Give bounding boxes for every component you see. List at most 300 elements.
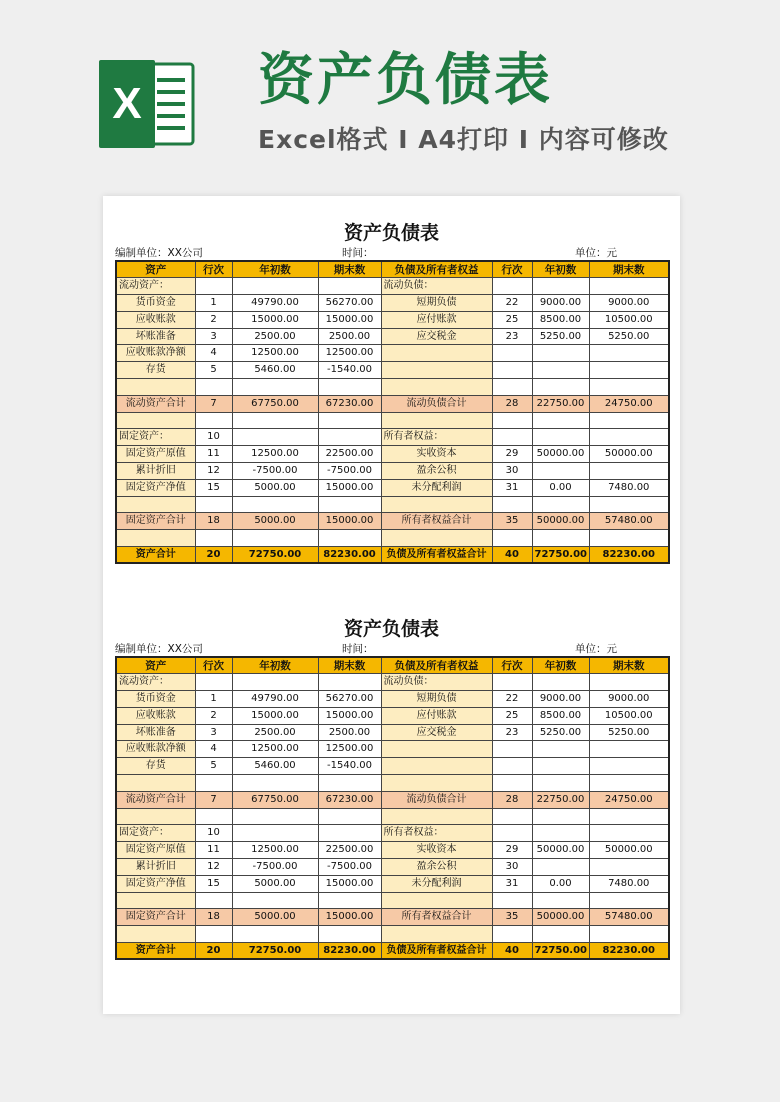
item-label-cell[interactable] [116,808,195,825]
item-label-cell[interactable]: 货币资金 [116,295,195,312]
value-cell[interactable] [532,741,589,758]
value-cell[interactable]: 5250.00 [589,724,669,741]
value-cell[interactable]: 0.00 [532,875,589,892]
column-header: 行次 [492,261,532,278]
value-cell[interactable] [589,463,669,480]
item-label-cell[interactable]: 应收账款净额 [116,741,195,758]
value-cell[interactable] [589,859,669,876]
value-cell[interactable]: 82230.00 [318,547,381,564]
item-label-cell[interactable]: 流动资产合计 [116,791,195,808]
value-cell[interactable] [318,530,381,547]
value-cell[interactable]: 3 [195,328,232,345]
item-label-cell[interactable]: 流动资产： [116,674,195,691]
value-cell[interactable]: 8500.00 [532,707,589,724]
value-cell[interactable] [195,379,232,396]
item-label-cell[interactable]: 固定资产净值 [116,875,195,892]
item-label-cell[interactable]: 应收账款 [116,311,195,328]
value-cell[interactable]: 12500.00 [232,345,318,362]
item-label-cell[interactable]: 应收账款净额 [116,345,195,362]
value-cell[interactable]: -7500.00 [232,463,318,480]
value-cell[interactable]: 2 [195,311,232,328]
value-cell[interactable]: -7500.00 [232,859,318,876]
item-label-cell[interactable]: 实收资本 [381,446,492,463]
value-cell[interactable] [532,496,589,513]
value-cell[interactable]: 15000.00 [318,479,381,496]
value-cell[interactable]: 15000.00 [318,909,381,926]
value-cell[interactable]: 15000.00 [318,513,381,530]
value-cell[interactable] [532,926,589,943]
item-label-cell[interactable]: 固定资产原值 [116,842,195,859]
value-cell[interactable]: 23 [492,328,532,345]
value-cell[interactable] [589,775,669,792]
value-cell[interactable] [589,429,669,446]
table-row [116,775,669,792]
value-cell[interactable]: 7 [195,395,232,412]
value-cell[interactable]: 49790.00 [232,691,318,708]
value-cell[interactable] [195,674,232,691]
value-cell[interactable]: 10 [195,429,232,446]
value-cell[interactable] [318,892,381,909]
table-header-row [116,261,669,278]
value-cell[interactable] [492,278,532,295]
value-cell[interactable]: 8500.00 [532,311,589,328]
value-cell[interactable] [195,278,232,295]
value-cell[interactable]: 30 [492,463,532,480]
item-label-cell[interactable]: 实收资本 [381,842,492,859]
value-cell[interactable]: 67230.00 [318,791,381,808]
value-cell[interactable]: 50000.00 [532,513,589,530]
item-label-cell[interactable]: 应付账款 [381,311,492,328]
value-cell[interactable] [492,926,532,943]
item-label-cell[interactable] [381,775,492,792]
time-label: 时间： [342,247,374,259]
value-cell[interactable]: 22750.00 [532,791,589,808]
value-cell[interactable]: 2500.00 [232,328,318,345]
value-cell[interactable]: 50000.00 [532,842,589,859]
value-cell[interactable]: 15 [195,875,232,892]
item-label-cell[interactable]: 负债及所有者权益合计 [381,547,492,564]
item-label-cell[interactable] [381,379,492,396]
value-cell[interactable]: 67230.00 [318,395,381,412]
value-cell[interactable] [232,775,318,792]
value-cell[interactable]: 22 [492,295,532,312]
value-cell[interactable]: 35 [492,909,532,926]
value-cell[interactable] [589,674,669,691]
value-cell[interactable]: 67750.00 [232,791,318,808]
value-cell[interactable]: 18 [195,513,232,530]
item-label-cell[interactable] [381,496,492,513]
value-cell[interactable] [492,412,532,429]
item-label-cell[interactable]: 未分配利润 [381,479,492,496]
value-cell[interactable] [589,825,669,842]
value-cell[interactable] [195,775,232,792]
value-cell[interactable] [532,892,589,909]
item-label-cell[interactable]: 短期负债 [381,295,492,312]
value-cell[interactable]: 9000.00 [532,691,589,708]
item-label-cell[interactable]: 固定资产原值 [116,446,195,463]
item-label-cell[interactable]: 固定资产： [116,825,195,842]
item-label-cell[interactable] [116,379,195,396]
value-cell[interactable] [532,412,589,429]
table-row [116,429,669,446]
currency-label: 单位：元 [575,247,617,259]
value-cell[interactable] [532,674,589,691]
value-cell[interactable]: 12 [195,463,232,480]
value-cell[interactable]: 5000.00 [232,909,318,926]
item-label-cell[interactable] [116,412,195,429]
item-label-cell[interactable] [381,808,492,825]
value-cell[interactable]: 10 [195,825,232,842]
item-label-cell[interactable] [381,345,492,362]
value-cell[interactable] [492,758,532,775]
value-cell[interactable]: 2500.00 [318,328,381,345]
value-cell[interactable]: 50000.00 [532,446,589,463]
value-cell[interactable]: 67750.00 [232,395,318,412]
value-cell[interactable] [589,926,669,943]
table-row [116,691,669,708]
value-cell[interactable] [195,926,232,943]
table-row [116,926,669,943]
value-cell[interactable] [492,345,532,362]
value-cell[interactable] [492,379,532,396]
value-cell[interactable]: 7480.00 [589,479,669,496]
value-cell[interactable] [232,808,318,825]
value-cell[interactable] [318,674,381,691]
value-cell[interactable] [232,892,318,909]
value-cell[interactable]: 28 [492,791,532,808]
value-cell[interactable]: 72750.00 [532,547,589,564]
value-cell[interactable]: 20 [195,547,232,564]
value-cell[interactable]: 30 [492,859,532,876]
value-cell[interactable]: 5 [195,758,232,775]
value-cell[interactable] [532,379,589,396]
value-cell[interactable] [532,429,589,446]
value-cell[interactable]: 25 [492,311,532,328]
item-label-cell[interactable]: 所有者权益合计 [381,513,492,530]
column-header: 年初数 [232,261,318,278]
item-label-cell[interactable]: 累计折旧 [116,859,195,876]
table-row [116,875,669,892]
value-cell[interactable]: 57480.00 [589,513,669,530]
value-cell[interactable] [589,412,669,429]
table-row [116,892,669,909]
value-cell[interactable]: 2 [195,707,232,724]
item-label-cell[interactable] [381,412,492,429]
column-header: 年初数 [532,261,589,278]
value-cell[interactable]: 5 [195,362,232,379]
value-cell[interactable] [532,345,589,362]
item-label-cell[interactable] [381,362,492,379]
value-cell[interactable]: 24750.00 [589,791,669,808]
value-cell[interactable]: 28 [492,395,532,412]
item-label-cell[interactable]: 存货 [116,758,195,775]
item-label-cell[interactable]: 累计折旧 [116,463,195,480]
value-cell[interactable] [589,741,669,758]
value-cell[interactable]: 9000.00 [532,295,589,312]
value-cell[interactable] [318,775,381,792]
value-cell[interactable]: 7480.00 [589,875,669,892]
item-label-cell[interactable]: 流动负债合计 [381,791,492,808]
value-cell[interactable]: 29 [492,842,532,859]
column-header: 行次 [195,657,232,674]
item-label-cell[interactable]: 流动负债合计 [381,395,492,412]
item-label-cell[interactable]: 所有者权益合计 [381,909,492,926]
item-label-cell[interactable] [381,758,492,775]
company-label: 编制单位：XX公司 [115,247,203,259]
value-cell[interactable] [492,429,532,446]
value-cell[interactable] [318,429,381,446]
value-cell[interactable]: 12500.00 [318,741,381,758]
value-cell[interactable] [532,530,589,547]
value-cell[interactable]: 40 [492,943,532,960]
value-cell[interactable] [492,775,532,792]
item-label-cell[interactable]: 固定资产： [116,429,195,446]
item-label-cell[interactable]: 固定资产净值 [116,479,195,496]
value-cell[interactable]: 12500.00 [232,842,318,859]
value-cell[interactable] [232,530,318,547]
value-cell[interactable] [195,412,232,429]
value-cell[interactable] [318,808,381,825]
item-label-cell[interactable]: 固定资产合计 [116,513,195,530]
value-cell[interactable]: 2500.00 [232,724,318,741]
value-cell[interactable]: 31 [492,479,532,496]
value-cell[interactable] [195,496,232,513]
value-cell[interactable]: 72750.00 [532,943,589,960]
item-label-cell[interactable]: 资产合计 [116,943,195,960]
value-cell[interactable]: 5250.00 [589,328,669,345]
value-cell[interactable] [232,926,318,943]
value-cell[interactable]: 40 [492,547,532,564]
value-cell[interactable]: 5250.00 [532,724,589,741]
value-cell[interactable] [232,825,318,842]
value-cell[interactable]: 35 [492,513,532,530]
value-cell[interactable] [532,278,589,295]
value-cell[interactable]: 31 [492,875,532,892]
item-label-cell[interactable]: 坏账准备 [116,724,195,741]
value-cell[interactable]: 57480.00 [589,909,669,926]
value-cell[interactable]: 4 [195,345,232,362]
value-cell[interactable]: 15000.00 [318,707,381,724]
sheet-title: 资产负债表 [343,222,439,244]
sheet-title: 资产负债表 [343,618,439,640]
item-label-cell[interactable] [381,530,492,547]
item-label-cell[interactable]: 盈余公积 [381,463,492,480]
value-cell[interactable] [532,362,589,379]
value-cell[interactable]: 12500.00 [232,741,318,758]
value-cell[interactable] [589,808,669,825]
table-row [116,463,669,480]
value-cell[interactable]: -7500.00 [318,463,381,480]
value-cell[interactable] [232,278,318,295]
value-cell[interactable] [492,674,532,691]
balance-sheet-table [115,656,670,960]
value-cell[interactable]: 7 [195,791,232,808]
value-cell[interactable] [318,278,381,295]
value-cell[interactable] [589,758,669,775]
item-label-cell[interactable] [116,892,195,909]
value-cell[interactable]: 12 [195,859,232,876]
value-cell[interactable] [492,530,532,547]
balance-sheet-table [115,260,670,564]
value-cell[interactable] [492,362,532,379]
item-label-cell[interactable]: 存货 [116,362,195,379]
item-label-cell[interactable] [116,775,195,792]
value-cell[interactable]: 22500.00 [318,842,381,859]
value-cell[interactable] [492,496,532,513]
value-cell[interactable] [232,674,318,691]
value-cell[interactable] [232,412,318,429]
value-cell[interactable]: 1 [195,691,232,708]
value-cell[interactable]: 5000.00 [232,513,318,530]
item-label-cell[interactable] [381,926,492,943]
value-cell[interactable]: 72750.00 [232,547,318,564]
value-cell[interactable]: 23 [492,724,532,741]
value-cell[interactable] [532,758,589,775]
item-label-cell[interactable]: 流动负债： [381,278,492,295]
item-label-cell[interactable]: 所有者权益： [381,429,492,446]
value-cell[interactable]: 22 [492,691,532,708]
item-label-cell[interactable]: 应交税金 [381,328,492,345]
item-label-cell[interactable]: 应收账款 [116,707,195,724]
value-cell[interactable]: 9000.00 [589,295,669,312]
value-cell[interactable]: 25 [492,707,532,724]
value-cell[interactable] [532,463,589,480]
item-label-cell[interactable] [381,741,492,758]
value-cell[interactable]: 10500.00 [589,311,669,328]
table-row [116,842,669,859]
value-cell[interactable]: 15 [195,479,232,496]
table-row [116,707,669,724]
total-row [116,943,669,960]
value-cell[interactable] [532,859,589,876]
item-label-cell[interactable]: 固定资产合计 [116,909,195,926]
table-row [116,859,669,876]
value-cell[interactable]: 56270.00 [318,691,381,708]
value-cell[interactable]: 18 [195,909,232,926]
value-cell[interactable]: 5460.00 [232,362,318,379]
value-cell[interactable]: -1540.00 [318,362,381,379]
item-label-cell[interactable] [116,530,195,547]
value-cell[interactable]: 82230.00 [589,547,669,564]
value-cell[interactable]: 24750.00 [589,395,669,412]
value-cell[interactable]: 22750.00 [532,395,589,412]
value-cell[interactable]: 12500.00 [232,446,318,463]
value-cell[interactable]: 10500.00 [589,707,669,724]
value-cell[interactable]: -1540.00 [318,758,381,775]
value-cell[interactable]: 20 [195,943,232,960]
value-cell[interactable]: 72750.00 [232,943,318,960]
item-label-cell[interactable] [116,496,195,513]
value-cell[interactable]: 2500.00 [318,724,381,741]
value-cell[interactable] [532,775,589,792]
value-cell[interactable] [492,741,532,758]
item-label-cell[interactable]: 短期负债 [381,691,492,708]
value-cell[interactable]: 50000.00 [589,446,669,463]
item-label-cell[interactable]: 应交税金 [381,724,492,741]
value-cell[interactable] [492,808,532,825]
value-cell[interactable] [195,808,232,825]
item-label-cell[interactable]: 盈余公积 [381,859,492,876]
value-cell[interactable]: 49790.00 [232,295,318,312]
value-cell[interactable]: 0.00 [532,479,589,496]
column-header: 期末数 [318,657,381,674]
value-cell[interactable]: 11 [195,842,232,859]
value-cell[interactable] [589,362,669,379]
value-cell[interactable] [318,496,381,513]
table-row [116,674,669,691]
value-cell[interactable] [318,412,381,429]
value-cell[interactable]: 12500.00 [318,345,381,362]
item-label-cell[interactable]: 流动负债： [381,674,492,691]
item-label-cell[interactable] [116,926,195,943]
value-cell[interactable]: 82230.00 [318,943,381,960]
item-label-cell[interactable]: 货币资金 [116,691,195,708]
value-cell[interactable] [532,808,589,825]
value-cell[interactable] [589,379,669,396]
value-cell[interactable]: 15000.00 [318,311,381,328]
value-cell[interactable] [589,496,669,513]
item-label-cell[interactable]: 资产合计 [116,547,195,564]
value-cell[interactable]: 9000.00 [589,691,669,708]
value-cell[interactable]: 1 [195,295,232,312]
value-cell[interactable]: 5000.00 [232,479,318,496]
value-cell[interactable] [232,379,318,396]
value-cell[interactable] [195,530,232,547]
item-label-cell[interactable]: 应付账款 [381,707,492,724]
value-cell[interactable] [589,892,669,909]
value-cell[interactable]: 15000.00 [232,707,318,724]
value-cell[interactable]: 56270.00 [318,295,381,312]
value-cell[interactable] [318,926,381,943]
value-cell[interactable] [232,429,318,446]
value-cell[interactable]: 4 [195,741,232,758]
value-cell[interactable] [318,825,381,842]
value-cell[interactable]: 15000.00 [318,875,381,892]
value-cell[interactable] [589,530,669,547]
table-row [116,362,669,379]
value-cell[interactable] [589,278,669,295]
item-label-cell[interactable]: 负债及所有者权益合计 [381,943,492,960]
item-label-cell[interactable]: 坏账准备 [116,328,195,345]
value-cell[interactable] [318,379,381,396]
value-cell[interactable]: 5000.00 [232,875,318,892]
value-cell[interactable]: 50000.00 [589,842,669,859]
value-cell[interactable]: 5460.00 [232,758,318,775]
value-cell[interactable] [532,825,589,842]
value-cell[interactable] [492,892,532,909]
item-label-cell[interactable]: 未分配利润 [381,875,492,892]
value-cell[interactable]: 50000.00 [532,909,589,926]
value-cell[interactable]: 22500.00 [318,446,381,463]
value-cell[interactable]: 82230.00 [589,943,669,960]
value-cell[interactable]: 11 [195,446,232,463]
value-cell[interactable] [492,825,532,842]
table-row [116,311,669,328]
value-cell[interactable]: 3 [195,724,232,741]
value-cell[interactable]: 5250.00 [532,328,589,345]
value-cell[interactable] [195,892,232,909]
currency-label: 单位：元 [575,643,617,655]
value-cell[interactable] [589,345,669,362]
item-label-cell[interactable] [381,892,492,909]
item-label-cell[interactable]: 所有者权益： [381,825,492,842]
item-label-cell[interactable]: 流动资产合计 [116,395,195,412]
value-cell[interactable]: 29 [492,446,532,463]
value-cell[interactable] [232,496,318,513]
value-cell[interactable]: -7500.00 [318,859,381,876]
item-label-cell[interactable]: 流动资产： [116,278,195,295]
value-cell[interactable]: 15000.00 [232,311,318,328]
